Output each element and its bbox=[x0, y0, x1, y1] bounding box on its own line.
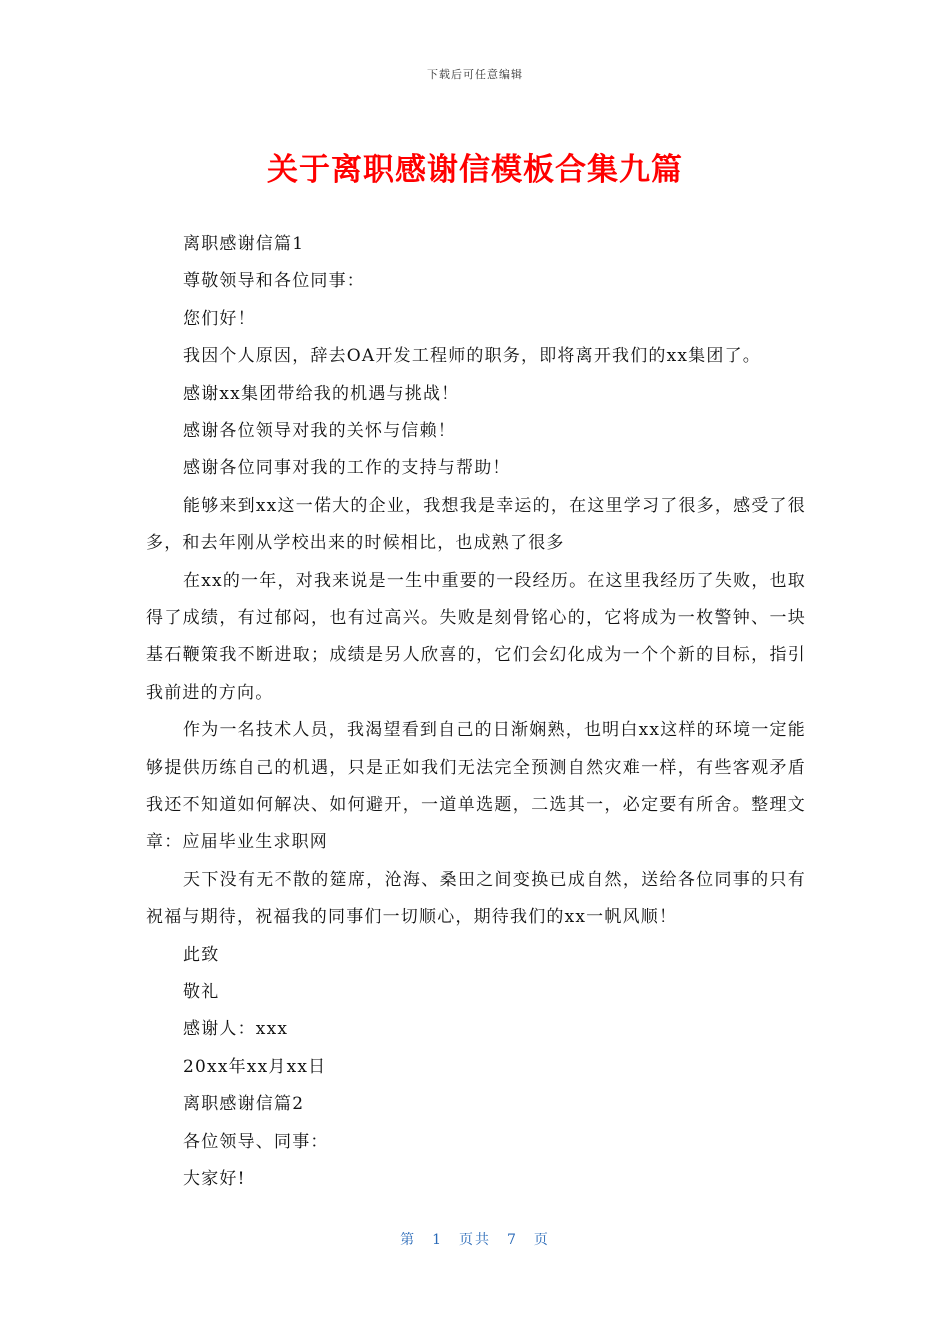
body-line: 感谢各位领导对我的关怀与信赖！ bbox=[183, 420, 456, 441]
closing-line: 此致 bbox=[183, 944, 220, 965]
footer-total-pages: 7 bbox=[507, 1232, 518, 1248]
date-line: 20xx年xx月xx日 bbox=[183, 1056, 327, 1077]
body-paragraph: 作为一名技术人员，我渴望看到自己的日渐娴熟，也明白xx这样的环境一定能够提供历练自己的机遇，只是正如我们无法完全预测自然灾难一样，有些客观矛盾我还不知道如何解决、如何避开，一道单选题，二选其一，必定要有所舍。整理文章：应届毕业生求职网 bbox=[146, 720, 806, 853]
page-footer bbox=[0, 1229, 950, 1249]
greeting: 您们好！ bbox=[183, 308, 256, 329]
section-heading-1: 离职感谢信篇1 bbox=[183, 234, 305, 254]
closing-line: 敬礼 bbox=[183, 982, 220, 1002]
footer-page-number: 1 bbox=[432, 1232, 443, 1248]
header-note: 下载后可任意编辑 bbox=[427, 68, 523, 81]
body-line: 感谢xx集团带给我的机遇与挑战！ bbox=[183, 383, 460, 404]
body-line: 我因个人原因，辞去OA开发工程师的职务，即将离开我们的xx集团了。 bbox=[183, 346, 761, 367]
greeting: 大家好! bbox=[183, 1168, 246, 1189]
document-title: 关于离职感谢信模板合集九篇 bbox=[267, 152, 683, 188]
body-paragraph: 天下没有无不散的筵席，沧海、桑田之间变换已成自然，送给各位同事的只有祝福与期待，祝福我的同事们一切顺心，期待我们的xx一帆风顺！ bbox=[146, 869, 806, 928]
section-heading-2: 离职感谢信篇2 bbox=[183, 1094, 305, 1115]
salutation: 尊敬领导和各位同事： bbox=[183, 271, 365, 292]
body-paragraph: 能够来到xx这一偌大的企业，我想我是幸运的，在这里学习了很多，感受了很多，和去年刚从学校出来的时候相比，也成熟了很多 bbox=[146, 495, 806, 554]
document-body bbox=[146, 226, 806, 1198]
footer-suffix: 页 bbox=[533, 1232, 550, 1248]
signature-line: 感谢人：xxx bbox=[183, 1019, 289, 1040]
body-paragraph: 在xx的一年，对我来说是一生中重要的一段经历。在这里我经历了失败，也取得了成绩，有过郁闷，也有过高兴。失败是刻骨铭心的，它将成为一枚警钟、一块基石鞭策我不断进取；成绩是另人欣喜的，它们会幻化成为一个个新的目标，指引我前进的方向。 bbox=[146, 570, 806, 703]
footer-middle: 页共 bbox=[459, 1232, 491, 1248]
footer-prefix: 第 bbox=[400, 1232, 417, 1248]
body-line: 感谢各位同事对我的工作的支持与帮助！ bbox=[183, 458, 511, 479]
salutation: 各位领导、同事： bbox=[183, 1131, 329, 1152]
